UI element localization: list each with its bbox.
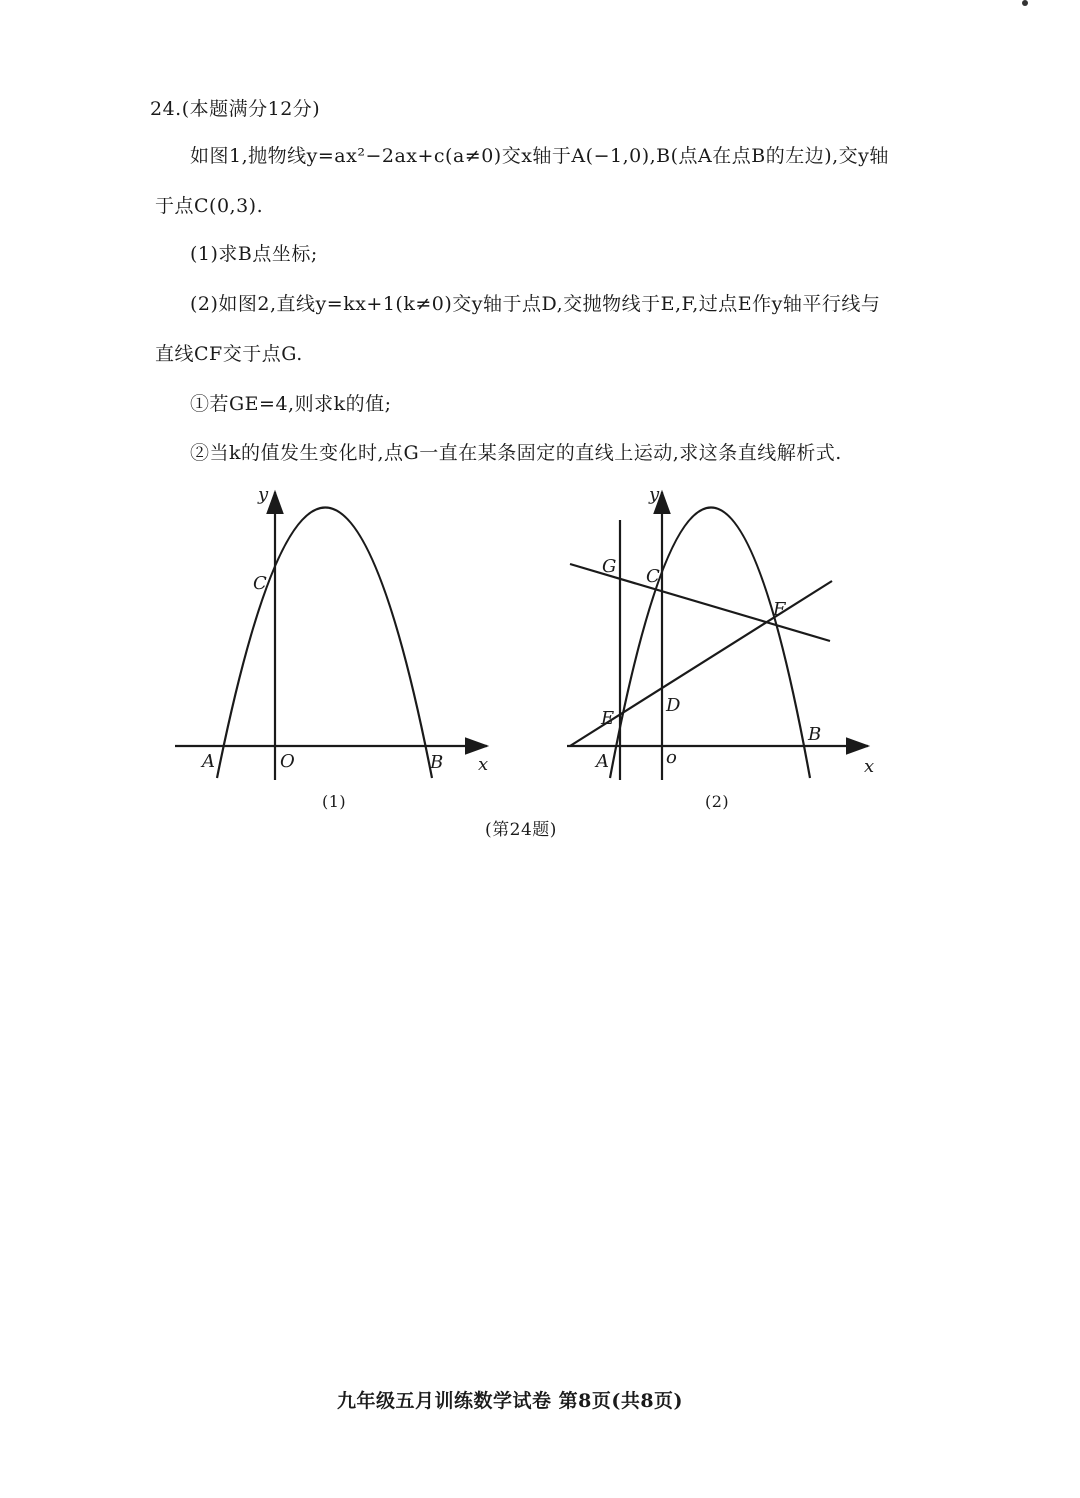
figure-label: (第24题) bbox=[485, 820, 557, 840]
fig2-label-x: x bbox=[864, 756, 875, 777]
fig2-label-E: E bbox=[601, 708, 615, 729]
sub-question-2: ②当k的值发生变化时,点G一直在某条固定的直线上运动,求这条直线解析式. bbox=[190, 442, 842, 464]
fig1-parabola bbox=[217, 508, 432, 779]
figure-1-caption: (1) bbox=[322, 792, 347, 811]
fig2-label-B: B bbox=[808, 724, 822, 745]
fig1-label-B: B bbox=[430, 752, 444, 773]
fig1-label-C: C bbox=[253, 573, 267, 594]
sub-question-1: ①若GE=4,则求k的值; bbox=[190, 393, 392, 415]
question-2-line1: (2)如图2,直线y=kx+1(k≠0)交y轴于点D,交抛物线于E,F,过点E作y轴平行线与 bbox=[190, 293, 881, 315]
fig1-label-y: y bbox=[258, 484, 269, 505]
figure-2-caption: (2) bbox=[705, 792, 730, 811]
fig1-label-A: A bbox=[202, 751, 215, 772]
fig2-label-D: D bbox=[666, 695, 681, 716]
fig1-label-O: O bbox=[280, 751, 295, 772]
problem-intro-line1: 如图1,抛物线y=ax²−2ax+c(a≠0)交x轴于A(−1,0),B(点A在点B的左边),交y轴 bbox=[190, 145, 889, 167]
figure-2 bbox=[567, 492, 868, 780]
fig2-label-C: C bbox=[646, 566, 660, 587]
figure-1 bbox=[175, 492, 487, 780]
question-1: (1)求B点坐标; bbox=[190, 243, 318, 265]
problem-header: 24.(本题满分12分) bbox=[150, 98, 321, 120]
fig2-parabola bbox=[610, 508, 810, 779]
fig1-label-x: x bbox=[478, 754, 489, 775]
fig2-label-y: y bbox=[649, 484, 660, 505]
problem-intro-line2: 于点C(0,3). bbox=[155, 195, 264, 217]
question-2-line2: 直线CF交于点G. bbox=[155, 343, 303, 365]
fig2-label-F: F bbox=[773, 599, 786, 620]
fig2-label-A: A bbox=[596, 751, 609, 772]
fig2-label-G: G bbox=[602, 556, 617, 577]
fig2-label-O: o bbox=[666, 747, 677, 768]
page-footer: 九年级五月训练数学试卷 第8页(共8页) bbox=[337, 1390, 684, 1412]
